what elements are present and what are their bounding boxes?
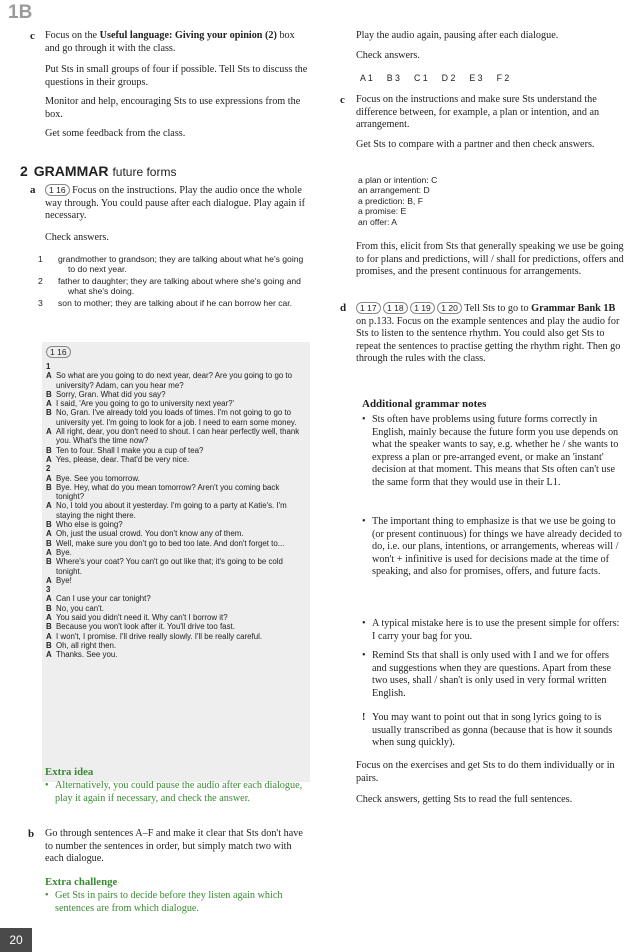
extra-idea-text: Alternatively, you could pause the audio after each dialogue, play it again if necessary, and check the answer.	[55, 780, 303, 804]
transcript-line	[46, 446, 308, 455]
note-item	[362, 650, 624, 700]
answer-number: 3	[38, 298, 43, 308]
transcript-text: Yes, please, dear. That'd be very nice.	[56, 454, 190, 464]
transcript-text: So what are you going to do next year, dear? Are you going to go to university? Adam, can you hear me?	[56, 371, 293, 390]
transcript-line	[46, 585, 308, 594]
grammar-bank-link[interactable]: Grammar Bank 1B	[531, 303, 616, 314]
step-b-label: b	[28, 828, 35, 840]
d-paragraph-1	[356, 302, 626, 366]
a-paragraph-1	[45, 184, 310, 223]
audio-icon[interactable]: 1 16	[45, 184, 70, 196]
audio-icon[interactable]: 1 17	[356, 302, 381, 314]
c-answer-list	[358, 175, 618, 227]
speaker-label: B	[46, 408, 52, 418]
answer-key-item: B 3	[386, 73, 400, 83]
c-paragraph-4: Get some feedback from the class.	[45, 128, 186, 139]
speaker-label: B	[46, 603, 52, 613]
transcript-line	[46, 650, 308, 659]
speaker-label: A	[46, 547, 52, 557]
answer-number: 1	[38, 254, 43, 264]
bullet-icon: •	[45, 780, 49, 791]
step-d-label: d	[340, 302, 347, 314]
speaker-label: B	[46, 482, 52, 492]
transcript-text: No, you can't.	[56, 603, 104, 613]
transcript-line	[46, 464, 308, 473]
step-c-label: c	[340, 94, 345, 106]
speaker-label: A	[46, 399, 52, 409]
rc-paragraph-1: Focus on the instructions and make sure Sts understand the difference between, for example, a plan or intention, and an arrangement.	[356, 94, 600, 131]
unit-label: 1B	[8, 2, 33, 23]
transcript-line	[46, 594, 308, 603]
transcript-text: Because you won't look after it. You'll drive too fast.	[56, 622, 235, 632]
transcript-text: No, I told you about it yesterday. I'm going to a party at Katie's. I'm staying the night there.	[56, 501, 287, 520]
list-item: a plan or intention: C	[358, 175, 438, 185]
speaker-label: A	[46, 427, 52, 437]
list-item: an arrangement: D	[358, 185, 430, 196]
transcript-text: 2	[46, 464, 51, 474]
bullet-icon: •	[362, 650, 366, 661]
r-paragraph-1: Play the audio again, pausing after each dialogue.	[356, 30, 559, 41]
warning-text: You may want to point out that in song lyrics going to is usually transcribed as gonna (because that is how it sounds when sung quickly).	[372, 712, 613, 749]
answer-text: son to mother; they are talking about if he can borrow her car.	[58, 298, 293, 308]
transcript-line	[46, 399, 308, 408]
audio-icon[interactable]: 1 20	[437, 302, 462, 314]
extra-idea-title: Extra idea	[45, 766, 94, 778]
r-paragraph-2: Check answers.	[356, 50, 420, 61]
c-paragraph-3: Monitor and help, encouraging Sts to use expressions from the box.	[45, 96, 301, 120]
answer-key-item: D 2	[441, 73, 456, 83]
speaker-label: B	[46, 389, 52, 399]
answer-key-item: A 1	[360, 73, 373, 83]
speaker-label: A	[46, 501, 52, 511]
transcript-line	[46, 390, 308, 399]
section-title: GRAMMAR	[33, 163, 109, 179]
transcript-line	[46, 483, 308, 502]
transcript-text: Sorry, Gran. What did you say?	[56, 389, 166, 399]
list-item	[38, 254, 310, 275]
step-c-label: c	[30, 30, 35, 42]
speaker-label: A	[46, 473, 52, 483]
note-text: Sts often have problems using future forms correctly in English, mainly because the future form you use depends on what the speaker wants to say, e.g. whether he / she wants to express a plan or pre-arranged event, or make an 'instant' decision at that moment. This means that Sts often can't use the same form that they would use in their L1.	[372, 414, 619, 488]
transcript-text: You said you didn't need it. Why can't I borrow it?	[56, 613, 228, 623]
transcript-text: Well, make sure you don't go to bed too late. And don't forget to...	[56, 538, 285, 548]
speaker-label: A	[46, 594, 52, 604]
audio-icon[interactable]: 1 18	[383, 302, 408, 314]
transcript-text: No, Gran. I've already told you loads of times. I'm not going to go to university yet. I'm going to look for a job. I need to earn some money.	[56, 408, 297, 427]
note-text: Remind Sts that shall is only used with I and we for offers and suggestions when they are questions. Apart from these two uses, shall / shan't is only used in very formal written English.	[372, 650, 612, 699]
c-p1-pre: Focus on the	[45, 30, 100, 41]
warning-icon: !	[362, 712, 366, 723]
section-subtitle: future forms	[112, 165, 177, 179]
note-text: The important thing to emphasize is that we use be going to (or present continuous) for things we have already decided to do, i.e. our plans, intentions, or arrangements, whereas will / won't + infinitive is used for decisions made at the time of speaking, and also for promises, offers, and future facts.	[372, 516, 622, 578]
extra-challenge-text: Get Sts in pairs to decide before they listen again which sentences are from which dialogue.	[55, 890, 283, 914]
c-p1-post: box and go through it with the class.	[45, 30, 295, 54]
audio-icon[interactable]: 1 16	[46, 346, 71, 358]
answer-text: father to daughter; they are talking about where she's going and what she's doing.	[58, 276, 301, 297]
speaker-label: A	[46, 613, 52, 623]
transcript-text: Oh, all right then.	[56, 640, 117, 650]
transcript-line	[46, 427, 308, 446]
extra-challenge-item	[45, 890, 307, 915]
transcript-text: Oh, just the usual crowd. You don't know any of them.	[56, 529, 244, 539]
speaker-label: A	[46, 529, 52, 539]
d-p1-text: Tell Sts to go to	[464, 303, 529, 314]
warning-note	[362, 712, 624, 750]
r-end-paragraph-1: Focus on the exercises and get Sts to do them individually or in pairs.	[356, 760, 615, 784]
transcript-line	[46, 539, 308, 548]
answer-text: grandmother to grandson; they are talking about what he's going to do next year.	[58, 254, 304, 275]
transcript-text: I said, 'Are you going to go to university next year?'	[56, 399, 235, 409]
extra-challenge-title: Extra challenge	[45, 876, 118, 888]
section-heading	[20, 163, 176, 181]
transcript-text: Bye!	[56, 575, 72, 585]
transcript-text: Ten to four. Shall I make you a cup of tea?	[56, 445, 204, 455]
transcript-line	[46, 613, 308, 622]
transcript-text: Bye. See you tomorrow.	[56, 473, 140, 483]
bullet-icon: •	[45, 890, 49, 901]
list-item: a promise: E	[358, 206, 407, 217]
answer-key-item: E 3	[469, 73, 483, 83]
transcript-line	[46, 501, 308, 520]
audio-icon[interactable]: 1 19	[410, 302, 435, 314]
transcript-line	[46, 455, 308, 464]
bullet-icon: •	[362, 618, 366, 629]
speaker-label: B	[46, 538, 52, 548]
transcript-line	[46, 557, 308, 576]
speaker-label: A	[46, 575, 52, 585]
note-item	[362, 618, 624, 643]
transcript-lines	[46, 362, 308, 660]
transcript-text: Who else is going?	[56, 520, 123, 530]
notes-title: Additional grammar notes	[362, 398, 487, 410]
answer-number: 2	[38, 276, 43, 286]
transcript-text: 3	[46, 585, 51, 595]
transcript-text: Thanks. See you.	[56, 650, 118, 660]
step-a-label: a	[30, 184, 36, 196]
transcript-line	[46, 529, 308, 538]
transcript-text: 1	[46, 362, 51, 371]
list-item	[38, 298, 310, 308]
transcript-line	[46, 576, 308, 585]
r-end-paragraph-2: Check answers, getting Sts to read the full sentences.	[356, 794, 573, 805]
transcript-line	[46, 604, 308, 613]
list-item	[38, 276, 310, 297]
transcript-line	[46, 632, 308, 641]
extra-idea-item	[45, 780, 307, 805]
answer-key-item: F 2	[496, 73, 510, 83]
transcript-line	[46, 408, 308, 427]
list-item: an offer: A	[358, 216, 398, 227]
transcript-line	[46, 641, 308, 650]
note-text: A typical mistake here is to use the present simple for offers: I carry your bag for you.	[372, 618, 620, 642]
bullet-icon: •	[362, 414, 366, 425]
a-p1-text: Focus on the instructions. Play the audio once the whole way through. You could pause after each dialogue. Play again if necessary.	[45, 185, 305, 222]
transcript-line	[46, 520, 308, 529]
transcript-box	[42, 342, 310, 782]
c-paragraph-1	[45, 30, 310, 55]
transcript-text: Bye. Hey, what do you mean tomorrow? Aren't you coming back tonight?	[56, 482, 280, 502]
transcript-line	[46, 371, 308, 390]
transcript-line	[46, 474, 308, 483]
transcript-text: Where's your coat? You can't go out like that; it's going to be cold tonight.	[56, 557, 283, 576]
section-number: 2	[20, 163, 28, 179]
speaker-label: A	[46, 454, 52, 464]
c-paragraph-2: Put Sts in small groups of four if possible. Tell Sts to discuss the questions in their groups.	[45, 64, 308, 88]
speaker-label: A	[46, 371, 52, 381]
c-p1-bold: Useful language: Giving your opinion (2)	[99, 30, 277, 41]
b-paragraph-1: Go through sentences A–F and make it clear that Sts don't have to number the sentences in order, but simply match two with each dialogue.	[45, 828, 303, 865]
answer-key-item: C 1	[413, 73, 428, 83]
answer-key	[360, 73, 630, 83]
a-paragraph-2: Check answers.	[45, 232, 109, 243]
note-item	[362, 516, 624, 579]
note-item	[362, 414, 624, 490]
transcript-text: All right, dear, you don't need to shout. I can hear perfectly well, thank you. What's the time now?	[56, 427, 300, 446]
transcript-line	[46, 362, 308, 371]
bullet-icon: •	[362, 516, 366, 527]
transcript-line	[46, 548, 308, 557]
speaker-label: B	[46, 557, 52, 567]
speaker-label: B	[46, 640, 52, 650]
speaker-label: B	[46, 445, 52, 455]
speaker-label: A	[46, 650, 52, 660]
transcript-text: I won't, I promise. I'll drive really slowly. I'll be really careful.	[56, 631, 263, 641]
transcript-text: Bye.	[56, 547, 72, 557]
speaker-label: B	[46, 622, 52, 632]
rc-paragraph-3: From this, elicit from Sts that generally speaking we use be going to for plans and predictions, will / shall for predictions, offers and promises, and the present continuous for arrangements.	[356, 241, 624, 278]
page-number: 20	[0, 928, 32, 952]
transcript-text: Can I use your car tonight?	[56, 594, 151, 604]
rc-paragraph-2: Get Sts to compare with a partner and then check answers.	[356, 139, 595, 150]
speaker-label: A	[46, 631, 52, 641]
d-p1-rest: on p.133. Focus on the example sentences and play the audio for Sts to listen to the sentence rhythm. You could also get Sts to repeat the sentences to practise getting the rhythm right. Then go through the rules with the class.	[356, 315, 621, 365]
list-item: a prediction: B, F	[358, 195, 423, 206]
speaker-label: B	[46, 520, 52, 530]
transcript-line	[46, 622, 308, 631]
